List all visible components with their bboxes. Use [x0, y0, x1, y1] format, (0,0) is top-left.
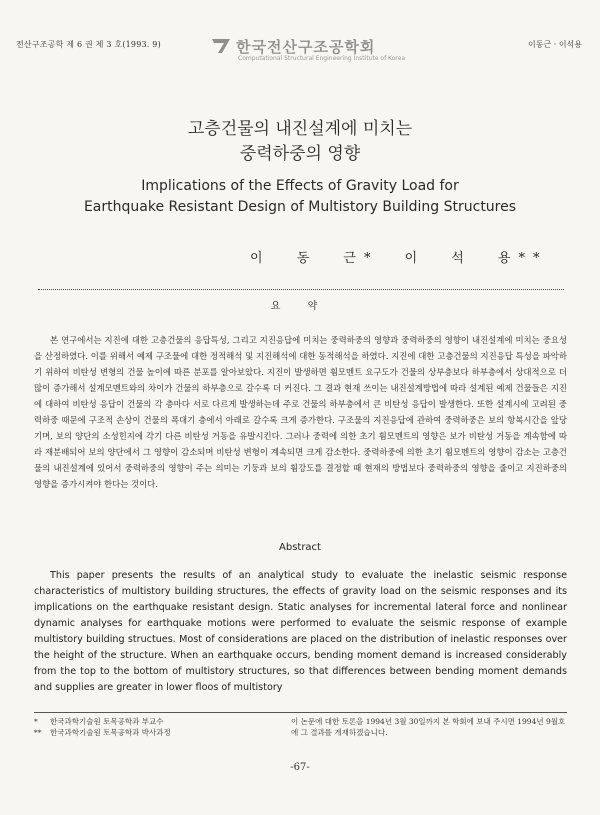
society-name-en: Computational Structural Engineering Institute of Korea [238, 55, 406, 62]
dotted-divider [38, 289, 564, 290]
abstract-heading: Abstract [279, 542, 321, 553]
author-names: 이 동 근* 이 석 용** [250, 251, 548, 266]
footnote-rule [34, 712, 567, 713]
summary-heading: 요 약 [270, 301, 330, 312]
title-kr-line2: 중력하중의 영향 [239, 144, 361, 164]
title-en-line2: Earthquake Resistant Design of Multistory Building Structures [83, 199, 517, 215]
discussion-notice: 이 논문에 대한 토론을 1994년 3월 30일까지 본 학회에 보내 주시면 1994년 9월호에 그 결과를 게재하겠습니다. [291, 717, 566, 737]
footnote-1-text: 한국과학기술원 토목공학과 부교수 [50, 717, 164, 726]
footnote-2-mark: ** [34, 728, 42, 737]
society-logo [210, 36, 410, 66]
title-kr-line1: 고층건물의 내진설계에 미치는 [187, 119, 413, 139]
footnote-2-text: 한국과학기술원 토목공학과 박사과정 [50, 728, 171, 737]
footnote-2 [34, 727, 284, 738]
affiliation-footnotes [34, 716, 284, 738]
society-name-kr: 한국전산구조공학회 [236, 38, 376, 56]
abstract-body: This paper presents the results of an analytical study to evaluate the inelastic seismic response characteristics of multistory building structures, the effects of gravity load on the seismic responses and its implications on the earthquake resistant design. Static analyses for incremental lateral force and nonlinear dynamic analyses for earthquake motions were performed to evaluate the seismic response of example multistory building structues. Most of considerations are placed on the distribution of inelastic responses over the height of the structure. When an earthquake occurs, bending moment demand is increased considerably from the top to the bottom of multistory structures, so that differences between bending moment demands and supplies are greater in lower floos of multistory [34, 570, 567, 693]
running-authors: 이동근 · 이석용 [528, 40, 582, 49]
footnote-1 [34, 716, 284, 727]
footnote-1-mark: * [34, 717, 38, 726]
page-number: -67- [290, 762, 310, 773]
journal-header: 전산구조공학 제 6 권 제 3 호(1993. 9) [16, 40, 161, 49]
summary-body: 본 연구에서는 지진에 대한 고층건물의 응답특성, 그리고 지진응답에 미치는 중력하중의 영향과 중력하중의 영향이 내진설계에 미치는 중요성을 산정하였다. 이를 위해서 예제 구조물에 대한 정적해석 및 지진해석에 대한 동적해석을 하였다. 지진에 대한 고층건물의 지진응답 특성을 파악하기 위하여 비탄성 변형의 건물 높이에 따른 분포를 알아보았다. 지진이 발생하면 휨모멘트 요구도가 건물의 상부층보다 하부층에서 상대적으로 더 많이 증가해서 설계모멘트와의 차이가 건물의 하부층으로 갈수록 더 커진다. 그 결과 현재 쓰이는 내진설계방법에 따라 설계된 예제 건물들은 지진에 대하여 비탄성 응답이 건물의 각 층마다 서로 다르게 발생하는데 주로 건물의 하부층에서 큰 비탄성 응답이 발생한다. 또한 설계시에 고려된 중력하중 때문에 구조적 손상이 건물의 폭대기 층에서 아래로 갈수록 크게 증가한다. 구조물의 지진응답에 관하여 중력하중은 보의 항복시간을 앞당기며, 보의 양단의 소성힌지에 각기 다른 비탄성 거동을 유발시킨다. 그러나 중력에 의한 초기 휨모멘트의 영향은 보가 비탄성 거동을 계속함에 따라 재분배되어 보의 양단에서 그 영향이 감소되며 비탄성 변형이 계속되면 크게 감소한다. 중력하중에 의한 초기 휨모멘트의 영향이 감소는 고층건물의 내진설계에 있어서 중력하중의 영향이 주는 의미는 기둥과 보의 휨강도를 결정할 때 현재의 방법보다 중력하중의 영향을 줄이고 지진하중의 영향을 증가시켜야 한다는 것이다. [34, 335, 567, 489]
title-en-line1: Implications of the Effects of Gravity Load for [141, 178, 459, 194]
society-logo-icon [210, 37, 232, 55]
